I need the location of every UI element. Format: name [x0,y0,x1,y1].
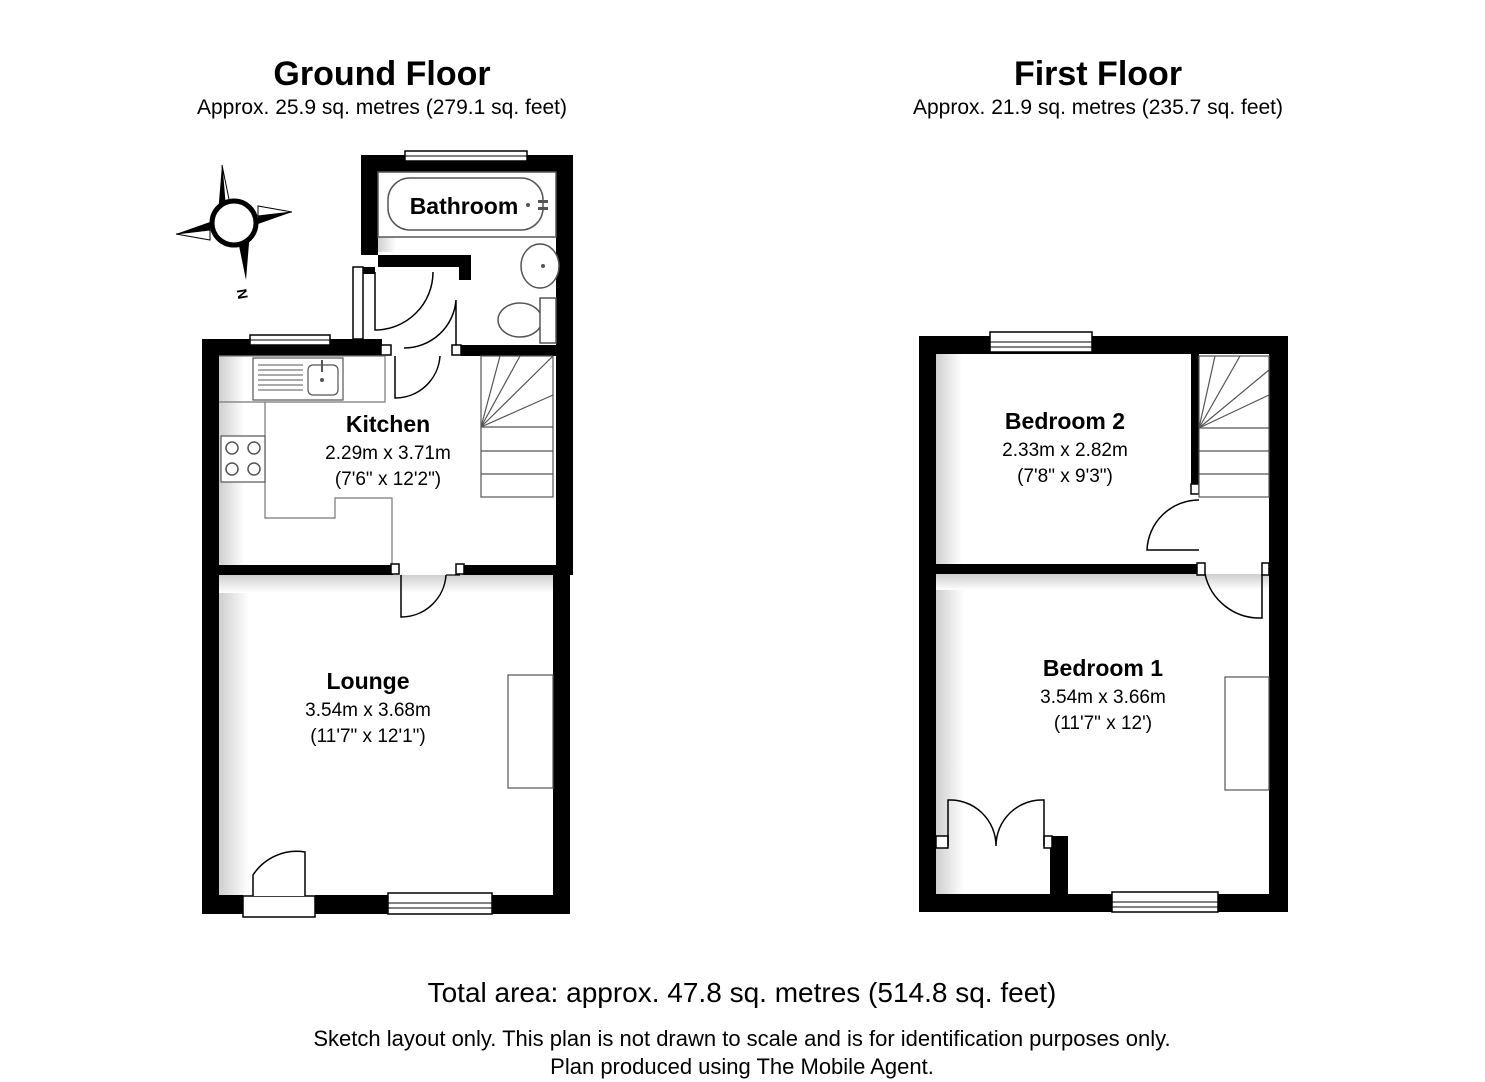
ground-floor-plan [202,151,573,917]
lounge-shadow [219,575,249,895]
lounge-shadow-top [219,575,554,593]
kitchen-dims-metric: 2.29m x 3.71m [325,443,451,464]
front-door [253,851,305,896]
bedroom-2-dims-imperial: (7'8" x 9'3") [1017,466,1113,487]
compass-icon [176,165,292,280]
basin [521,244,559,288]
hob-icon [221,436,265,482]
lounge-label: Lounge [326,668,410,694]
ground-floor-title: Ground Floor [273,55,491,93]
bedroom-1-dims-metric: 3.54m x 3.66m [1040,687,1166,708]
bedroom-2-dims-metric: 2.33m x 2.82m [1002,440,1128,461]
bedroom-1-dims-imperial: (11'7" x 12') [1053,713,1153,734]
total-area: Total area: approx. 47.8 sq. metres (514.8 sq. feet) [427,977,1057,1008]
stairs [1199,356,1269,497]
fireplace [508,675,553,788]
first-floor-plan [919,332,1288,912]
bedroom-1-label: Bedroom 1 [1042,655,1164,681]
ground-floor-area: Approx. 25.9 sq. metres (279.1 sq. feet) [196,96,568,119]
stairs [481,356,553,497]
toilet [498,303,542,337]
lounge-dims-metric: 3.54m x 3.68m [305,700,431,721]
kitchen-dims-imperial: (7'6" x 12'2") [334,469,442,490]
sink-icon [253,358,343,400]
compass-north-label: N [233,287,251,301]
first-floor-area: Approx. 21.9 sq. metres (235.7 sq. feet) [912,96,1284,119]
kitchen-label: Kitchen [345,411,431,437]
bathroom-label: Bathroom [409,193,519,219]
lounge-dims-imperial: (11'7" x 12'1") [310,726,426,747]
disclaimer-line-1: Sketch layout only. This plan is not drawn to scale and is for identification purposes only. [313,1026,1171,1051]
bedroom-2-label: Bedroom 2 [1004,408,1126,434]
first-floor-title: First Floor [1013,55,1183,93]
disclaimer-line-2: Plan produced using The Mobile Agent. [550,1054,934,1079]
